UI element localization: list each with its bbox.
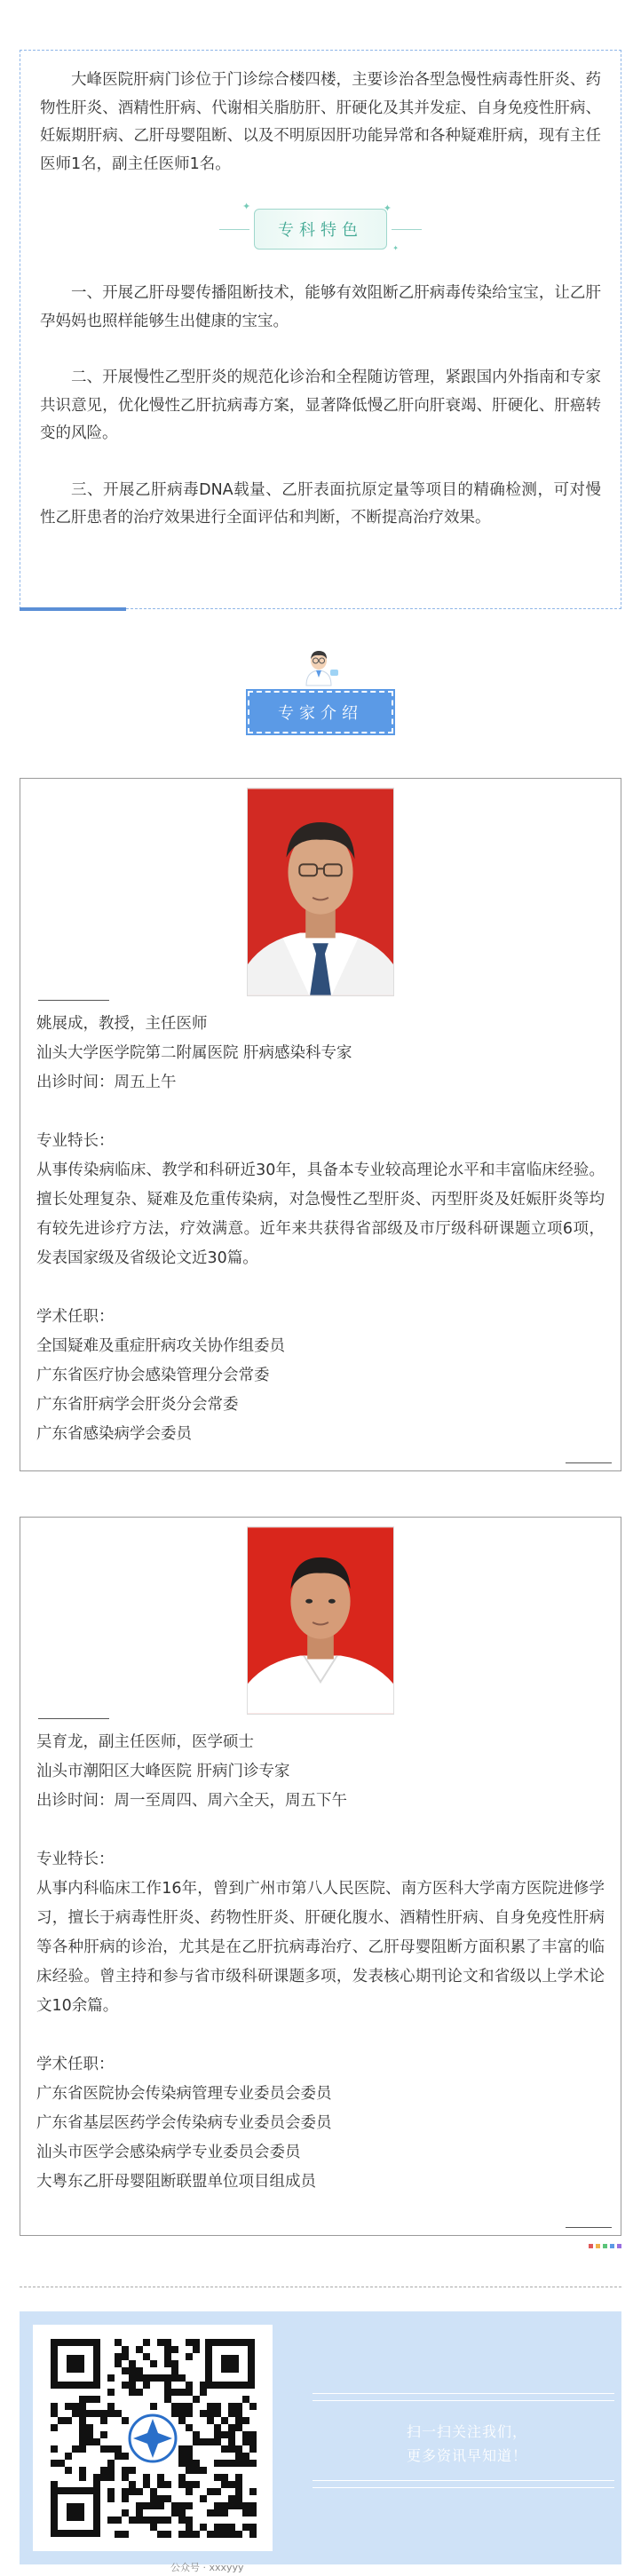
divider-line [38, 1718, 109, 1719]
feature-item-3: 三、开展乙肝病毒DNA载量、乙肝表面抗原定量等项目的精确检测，可对慢性乙肝患者的治疗效果进行全面评估和判断，不断提高治疗效果。 [40, 480, 601, 527]
features-title-wrap [40, 201, 601, 252]
decorative-dots [589, 2244, 621, 2248]
expert-1-specialty: 从事传染病临床、教学和科研近30年，具备本专业较高理论水平和丰富临床经验。擅长处理复杂、疑难及危重传染病，对急慢性乙型肝炎、丙型肝炎及妊娠肝炎等均有较先进诊疗方法，疗效满意。近年来共获得省部级及市厅级科研课题立项6项，发表国家级及省级论文近30篇。 [36, 1161, 605, 1267]
doctor-icon [301, 648, 340, 687]
department-section [20, 50, 621, 609]
footer-banner [20, 2311, 621, 2573]
sparkle-icon: ✦ [242, 201, 257, 212]
footer-text-area [313, 2311, 621, 2564]
expert-1-position: 广东省肝病学会肝炎分会常委 [36, 1396, 239, 1414]
expert-2-position: 广东省基层医药学会传染病专业委员会委员 [36, 2114, 332, 2132]
sparkle-icon: ✦ [392, 244, 404, 252]
expert-photo-1 [247, 788, 394, 996]
sparkle-icon: ✦ [383, 202, 397, 214]
expert-card-2 [20, 1517, 621, 2236]
expert-2-position: 广东省医院协会传染病管理专业委员会委员 [36, 2085, 332, 2103]
feature-item-1: 一、开展乙肝母婴传播阻断技术，能够有效阻断乙肝病毒传染给宝宝，让乙肝孕妈妈也照样能够生出健康的宝宝。 [40, 284, 601, 330]
expert-1-position: 全国疑难及重症肝病攻关协作组委员 [36, 1337, 285, 1355]
expert-1-position: 广东省感染病学会委员 [36, 1425, 192, 1443]
expert-2-positions-label: 学术任职： [36, 2056, 115, 2073]
decor-line [313, 2487, 614, 2488]
department-intro: 大峰医院肝病门诊位于门诊综合楼四楼，主要诊治各型急慢性病毒性肝炎、药物性肝炎、酒精性肝病、代谢相关脂肪肝、肝硬化及其并发症、自身免疫性肝病、妊娠期肝病、乙肝母婴阻断、以及不明原因肝功能异常和各种疑难肝病，现有主任医师1名，副主任医师1名。 [40, 71, 601, 173]
divider-line [38, 1000, 109, 1001]
expert-1-position: 广东省医疗协会感染管理分会常委 [36, 1367, 270, 1384]
expert-2-specialty-label: 专业特长： [36, 1851, 115, 1868]
features-title [242, 201, 404, 252]
expert-2-position: 大粤东乙肝母婴阻断联盟单位项目组成员 [36, 2173, 316, 2191]
expert-2-affiliation: 汕头市潮阳区大峰医院 肝病门诊专家 [36, 1763, 290, 1780]
divider-line [566, 1462, 612, 1463]
expert-1-affiliation: 汕头大学医学院第二附属医院 肝病感染科专家 [36, 1044, 352, 1062]
expert-photo-2 [247, 1526, 394, 1715]
expert-1-positions-label: 学术任职： [36, 1308, 115, 1326]
decor-line [313, 2400, 614, 2401]
footer-line-1: 扫一扫关注我们， [406, 2423, 527, 2440]
feature-item-2: 二、开展慢性乙型肝炎的规范化诊治和全程随访管理，紧跟国内外指南和专家共识意见，优化慢性乙肝抗病毒方案，显著降低慢乙肝向肝衰竭、肝硬化、肝癌转变的风险。 [40, 369, 601, 442]
features-title-text: 专科特色 [278, 221, 363, 240]
watermark: 公众号 · xxxyyy [170, 2562, 244, 2573]
qr-code[interactable] [33, 2325, 273, 2551]
decor-line [313, 2393, 614, 2394]
expert-2-position: 汕头市医学会感染病学专业委员会委员 [36, 2144, 301, 2161]
experts-header [0, 648, 641, 746]
experts-title: 专家介绍 [248, 691, 393, 733]
expert-2-schedule: 出诊时间：周一至周四、周六全天，周五下午 [36, 1792, 347, 1810]
expert-1-name: 姚展成，教授，主任医师 [36, 1015, 208, 1033]
expert-2-name: 吴育龙，副主任医师，医学硕士 [36, 1733, 254, 1751]
decor-line [313, 2480, 614, 2481]
expert-card-1 [20, 778, 621, 1471]
divider-line [566, 2227, 612, 2228]
expert-2-specialty: 从事内科临床工作16年，曾到广州市第八人民医院、南方医科大学南方医院进修学习，擅长于病毒性肝炎、药物性肝炎、肝硬化腹水、酒精性肝病、自身免疫性肝病等各种肝病的诊治，尤其是在乙肝抗病毒治疗、乙肝母婴阻断方面积累了丰富的临床经验。曾主持和参与省市级科研课题多项，发表核心期刊论文和省级以上学术论文10余篇。 [36, 1880, 605, 2015]
accent-underline [20, 607, 126, 611]
footer-line-2: 更多资讯早知道！ [406, 2447, 527, 2464]
expert-1-schedule: 出诊时间：周五上午 [36, 1074, 177, 1091]
expert-1-specialty-label: 专业特长： [36, 1132, 115, 1150]
